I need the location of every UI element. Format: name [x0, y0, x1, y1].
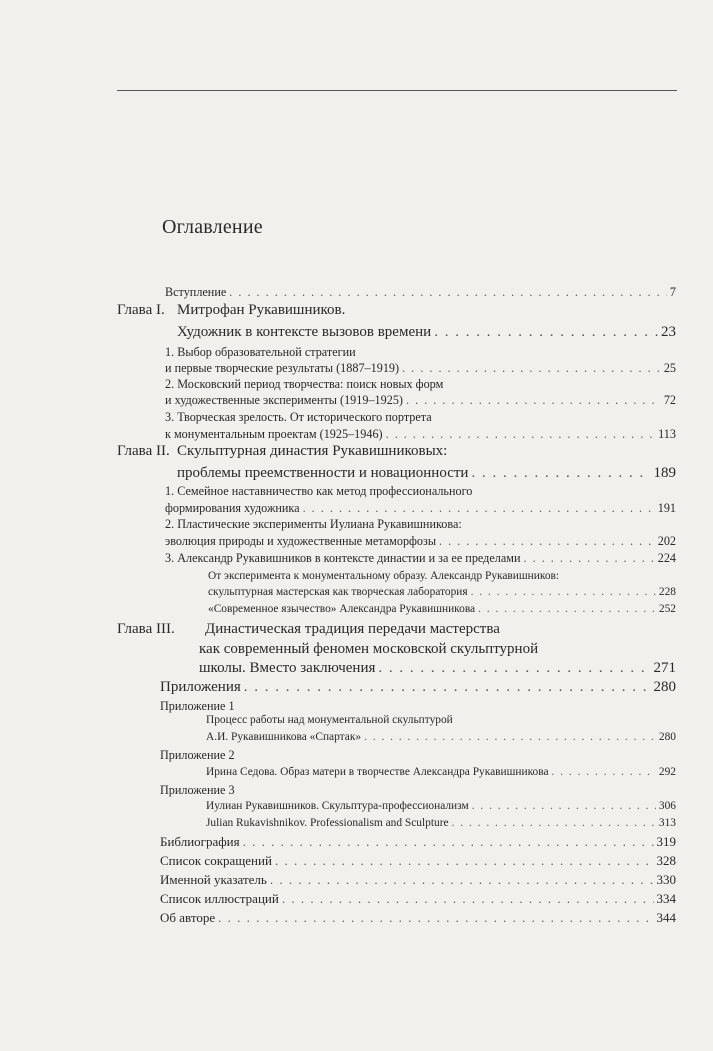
- toc-label: А.И. Рукавишникова «Спартак»: [206, 731, 362, 743]
- toc-entry-bibliography[interactable]: [160, 834, 676, 850]
- chapter-3-title-line2: как современный феномен московской скульптурной: [199, 641, 539, 657]
- toc-entry-intro[interactable]: [165, 285, 676, 300]
- leader-dots: [282, 891, 654, 907]
- subsection-2-3a-line1: От эксперимента к монументальному образу. Александр Рукавишников:: [208, 570, 560, 582]
- toc-entry-subsection-2-3a[interactable]: [208, 586, 676, 598]
- leader-dots: [243, 834, 654, 850]
- section-1-2-line1: 2. Московский период творчества: поиск новых форм: [165, 377, 444, 391]
- toc-label: школы. Вместо заключения: [199, 660, 376, 676]
- leader-dots: [218, 910, 653, 926]
- chapter-1-title-line1: Митрофан Рукавишников.: [177, 302, 346, 318]
- toc-entry-name-index[interactable]: [160, 872, 676, 888]
- toc-page: 292: [658, 766, 676, 778]
- toc-label: Библиография: [160, 834, 240, 849]
- toc-entry-chapter-2[interactable]: [177, 465, 676, 482]
- leader-dots: [364, 731, 656, 743]
- toc-label: Именной указатель: [160, 872, 267, 887]
- toc-entry-author[interactable]: [160, 910, 676, 926]
- toc-page: 313: [658, 817, 676, 829]
- toc-page: 252: [658, 603, 676, 615]
- chapter-1-prefix: Глава I.: [117, 302, 165, 318]
- toc-page: 191: [657, 501, 676, 515]
- toc-page: 189: [653, 465, 676, 481]
- chapter-3-prefix: Глава III.: [117, 621, 175, 637]
- section-2-1-line1: 1. Семейное наставничество как метод профессионального: [165, 484, 473, 498]
- toc-page: 328: [656, 853, 676, 868]
- toc-page: 271: [653, 660, 676, 676]
- toc-page: 25: [663, 361, 676, 375]
- toc-page: 344: [656, 910, 676, 925]
- toc-page: 113: [658, 427, 676, 441]
- toc-page: 319: [656, 834, 676, 849]
- toc-entry-appendix-3-item-2[interactable]: [206, 817, 676, 829]
- toc-entry-chapter-1[interactable]: [177, 324, 676, 341]
- leader-dots: [244, 679, 651, 696]
- toc-entry-section-2-2[interactable]: [165, 534, 676, 549]
- toc-label: 3. Александр Рукавишников в контексте династии и за ее пределами: [165, 551, 521, 565]
- section-1-3-line1: 3. Творческая зрелость. От исторического портрета: [165, 410, 432, 424]
- toc-entry-appendix-3-item-1[interactable]: [206, 800, 676, 812]
- appendix-2-label: Приложение 2: [160, 748, 235, 762]
- leader-dots: [229, 285, 667, 300]
- page-title: Оглавление: [162, 216, 263, 238]
- toc-entry-appendix-1-item[interactable]: [206, 731, 676, 743]
- toc-label: Художник в контексте вызовов времени: [177, 324, 432, 340]
- toc-page: 202: [657, 534, 676, 548]
- toc-entry-section-1-2[interactable]: [165, 393, 676, 408]
- leader-dots: [552, 766, 656, 778]
- toc-label: Список сокращений: [160, 853, 272, 868]
- toc-page: 23: [661, 324, 676, 340]
- leader-dots: [452, 817, 656, 829]
- leader-dots: [275, 853, 654, 869]
- leader-dots: [439, 534, 655, 549]
- leader-dots: [402, 361, 661, 376]
- toc-label: Список иллюстраций: [160, 891, 279, 906]
- toc-entry-illustrations[interactable]: [160, 891, 676, 907]
- toc-page: 280: [658, 731, 676, 743]
- toc-entry-abbreviations[interactable]: [160, 853, 676, 869]
- toc-label: и художественные эксперименты (1919–1925): [165, 393, 403, 407]
- toc-page: 228: [658, 586, 676, 598]
- toc-label: к монументальным проектам (1925–1946): [165, 427, 383, 441]
- toc-label: Об авторе: [160, 910, 216, 925]
- toc-label: Приложения: [160, 679, 241, 695]
- chapter-2-prefix: Глава II.: [117, 443, 170, 459]
- toc-label: Julian Rukavishnikov. Professionalism and Sculpture: [206, 817, 449, 829]
- toc-entry-subsection-2-3b[interactable]: [208, 603, 676, 615]
- toc-label: «Современное язычество» Александра Рукавишникова: [208, 603, 476, 615]
- leader-dots: [472, 800, 656, 812]
- toc-label: эволюция природы и художественные метаморфозы: [165, 534, 437, 548]
- leader-dots: [303, 501, 655, 516]
- leader-dots: [386, 427, 656, 442]
- chapter-3-title-line1: Династическая традиция передачи мастерства: [205, 621, 500, 637]
- toc-entry-section-2-3[interactable]: [165, 551, 676, 566]
- toc-label: скульптурная мастерская как творческая лаборатория: [208, 586, 468, 598]
- toc-label: Вступление: [165, 285, 227, 299]
- toc-page: 7: [669, 285, 676, 299]
- toc-page: 280: [653, 679, 676, 695]
- toc-entry-section-2-1[interactable]: [165, 501, 676, 516]
- toc-entry-section-1-3[interactable]: [165, 427, 676, 442]
- leader-dots: [471, 465, 650, 482]
- section-1-1-line1: 1. Выбор образовательной стратегии: [165, 345, 356, 359]
- appendix-1-label: Приложение 1: [160, 699, 235, 713]
- leader-dots: [471, 586, 656, 598]
- appendix-3-label: Приложение 3: [160, 783, 235, 797]
- toc-page: 224: [657, 551, 676, 565]
- toc-entry-appendix-2-item[interactable]: [206, 766, 676, 778]
- toc-label: и первые творческие результаты (1887–1919): [165, 361, 400, 375]
- toc-page: 72: [663, 393, 676, 407]
- toc-page: 334: [656, 891, 676, 906]
- toc-label: проблемы преемственности и новационности: [177, 465, 469, 481]
- toc-label: Ирина Седова. Образ матери в творчестве Александра Рукавишникова: [206, 766, 549, 778]
- toc-page: 330: [656, 872, 676, 887]
- toc-entry-appendices[interactable]: [160, 679, 676, 696]
- toc-entry-section-1-1[interactable]: [165, 361, 676, 376]
- leader-dots: [270, 872, 654, 888]
- appendix-1-item-line1: Процесс работы над монументальной скульптурой: [206, 714, 453, 726]
- toc-label: формирования художника: [165, 501, 300, 515]
- leader-dots: [478, 603, 656, 615]
- leader-dots: [406, 393, 661, 408]
- leader-dots: [524, 551, 655, 566]
- toc-page: 306: [658, 800, 676, 812]
- leader-dots: [378, 660, 650, 677]
- leader-dots: [434, 324, 658, 341]
- section-2-2-line1: 2. Пластические эксперименты Иулиана Рукавишникова:: [165, 517, 462, 531]
- toc-label: Иулиан Рукавишников. Скульптура-профессионализм: [206, 800, 469, 812]
- toc-entry-chapter-3[interactable]: [199, 660, 676, 677]
- chapter-2-title-line1: Скульптурная династия Рукавишниковых:: [177, 443, 448, 459]
